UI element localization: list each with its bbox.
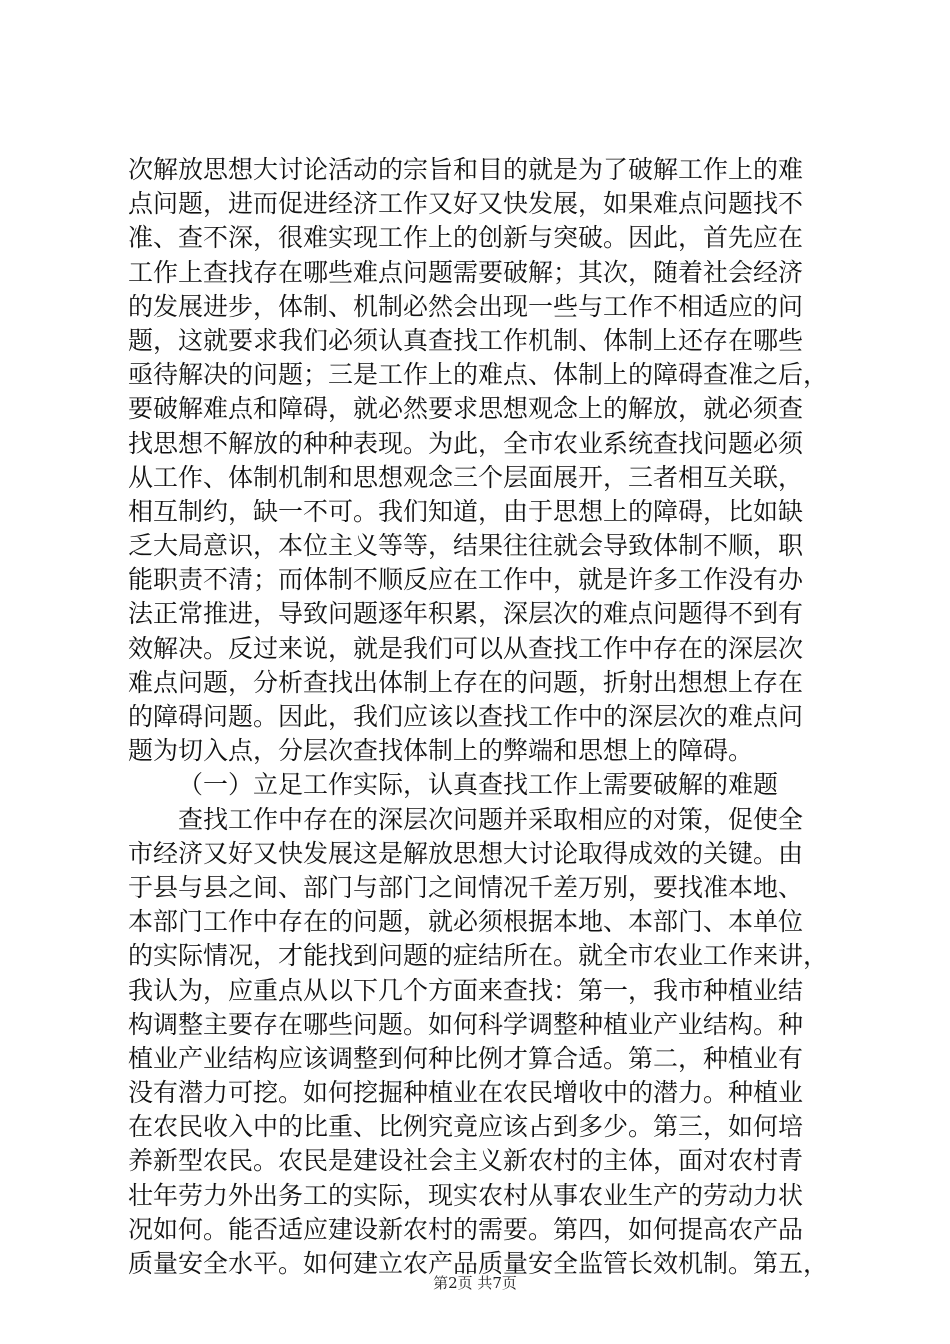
text-line: 次解放思想大讨论活动的宗旨和目的就是为了破解工作上的难 [128, 155, 804, 184]
text-line: 构调整主要存在哪些问题。如何科学调整种植业产业结构。种 [128, 1009, 804, 1039]
text-line: 亟待解决的问题；三是工作上的难点、体制上的障碍查准之后， [128, 360, 829, 390]
text-line: 的实际情况，才能找到问题的症结所在。就全市农业工作来讲， [128, 941, 829, 971]
text-line: 市经济又好又快发展这是解放思想大讨论取得成效的关键。由 [128, 838, 804, 868]
text-line: 准、查不深，很难实现工作上的创新与突破。因此，首先应在 [128, 223, 804, 253]
text-line: 在农民收入中的比重、比例究竟应该占到多少。第三，如何培 [128, 1112, 804, 1142]
text-line: 法正常推进，导致问题逐年积累，深层次的难点问题得不到有 [128, 599, 804, 629]
text-line: 查找工作中存在的深层次问题并采取相应的对策，促使全 [178, 804, 804, 834]
text-line: 能职责不清；而体制不顺反应在工作中，就是许多工作没有办 [128, 565, 804, 595]
text-line: 工作上查找存在哪些难点问题需要破解；其次，随着社会经济 [128, 257, 804, 287]
text-line: 从工作、体制机制和思想观念三个层面展开，三者相互关联， [128, 462, 804, 492]
text-line: 找思想不解放的种种表现。为此，全市农业系统查找问题必须 [128, 428, 804, 458]
text-line: 我认为，应重点从以下几个方面来查找：第一，我市种植业结 [128, 975, 804, 1005]
text-line: 况如何。能否适应建设新农村的需要。第四，如何提高农产品 [128, 1214, 804, 1244]
document-body [128, 153, 828, 1281]
text-line: 本部门工作中存在的问题，就必须根据本地、本部门、本单位 [128, 907, 804, 937]
text-line: 植业产业结构应该调整到何种比例才算合适。第二，种植业有 [128, 1043, 804, 1073]
page-number-footer: 第2页 共7页 [433, 1274, 517, 1292]
text-line: 壮年劳力外出务工的实际，现实农村从事农业生产的劳动力状 [128, 1180, 804, 1210]
text-line: 题为切入点，分层次查找体制上的弊端和思想上的障碍。 [128, 736, 754, 766]
text-line: 的障碍问题。因此，我们应该以查找工作中的深层次的难点问 [128, 702, 804, 731]
section-heading: （一）立足工作实际，认真查找工作上需要破解的难题 [178, 770, 779, 800]
text-line: 点问题，进而促进经济工作又好又快发展，如果难点问题找不 [128, 189, 804, 219]
text-line: 相互制约，缺一不可。我们知道，由于思想上的障碍，比如缺 [128, 496, 804, 526]
text-line: 养新型农民。农民是建设社会主义新农村的主体，面对农村青 [128, 1146, 804, 1176]
text-line: 效解决。反过来说，就是我们可以从查找工作中存在的深层次 [128, 633, 804, 663]
text-line: 难点问题，分析查找出体制上存在的问题，折射出想想上存在 [128, 667, 804, 697]
text-line: 没有潜力可挖。如何挖掘种植业在农民增收中的潜力。种植业 [128, 1078, 804, 1108]
text-line: 的发展进步，体制、机制必然会出现一些与工作不相适应的问 [128, 291, 804, 321]
text-line: 乏大局意识，本位主义等等，结果往往就会导致体制不顺，职 [128, 531, 804, 561]
text-line: 质量安全水平。如何建立农产品质量安全监管长效机制。第五， [128, 1249, 829, 1278]
text-line: 要破解难点和障碍，就必然要求思想观念上的解放，就必须查 [128, 394, 804, 424]
text-line: 题，这就要求我们必须认真查找工作机制、体制上还存在哪些 [128, 325, 804, 355]
text-line: 于县与县之间、部门与部门之间情况千差万别，要找准本地、 [128, 872, 804, 902]
